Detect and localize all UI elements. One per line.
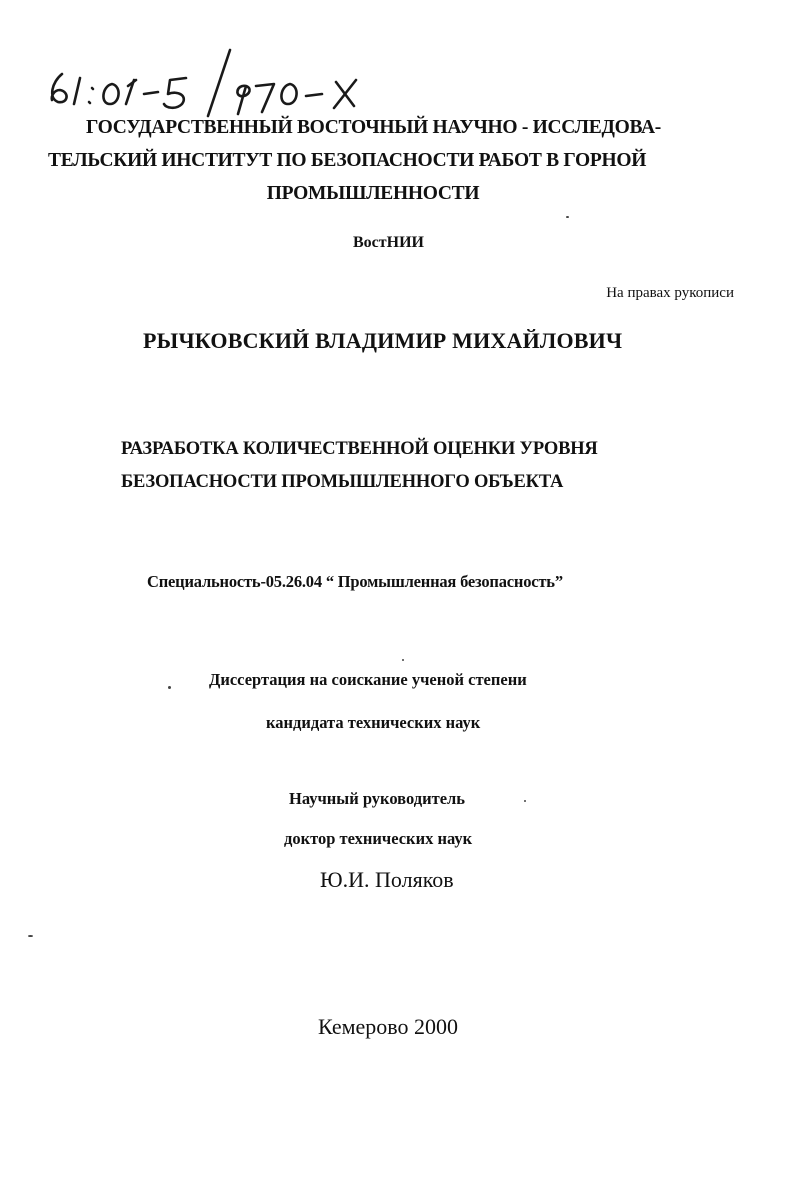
scan-speck bbox=[524, 800, 526, 802]
supervisor-name: Ю.И. Поляков bbox=[320, 867, 454, 892]
supervisor-label: Научный руководитель bbox=[289, 789, 465, 808]
specialty: Специальность-05.26.04 “ Промышленная безопасность” bbox=[147, 572, 563, 591]
manuscript-note: На правах рукописи bbox=[606, 285, 734, 301]
city-year: Кемерово 2000 bbox=[318, 1014, 459, 1039]
institution-line-3: ПРОМЫШЛЕННОСТИ bbox=[266, 183, 480, 204]
institution-abbreviation: ВостНИИ bbox=[353, 234, 424, 251]
thesis-title-line-1: РАЗРАБОТКА КОЛИЧЕСТВЕННОЙ ОЦЕНКИ УРОВНЯ bbox=[121, 439, 598, 459]
scan-speck bbox=[402, 659, 404, 661]
institution-line-2: ТЕЛЬСКИЙ ИНСТИТУТ ПО БЕЗОПАСНОСТИ РАБОТ В ГОРНОЙ bbox=[48, 150, 647, 171]
scan-speck bbox=[168, 686, 171, 689]
thesis-title-line-2: БЕЗОПАСНОСТИ ПРОМЫШЛЕННОГО ОБЪЕКТА bbox=[121, 472, 564, 492]
handwritten-archive-code bbox=[40, 42, 380, 118]
institution-line-1: ГОСУДАРСТВЕННЫЙ ВОСТОЧНЫЙ НАУЧНО - ИССЛЕДОВА- bbox=[86, 117, 661, 138]
author-name: РЫЧКОВСКИЙ ВЛАДИМИР МИХАЙЛОВИЧ bbox=[143, 328, 623, 353]
dissertation-line-2: кандидата технических наук bbox=[266, 713, 481, 732]
supervisor-degree: доктор технических наук bbox=[284, 829, 473, 848]
scan-speck bbox=[566, 216, 569, 218]
dissertation-line-1: Диссертация на соискание ученой степени bbox=[209, 670, 527, 689]
scan-speck bbox=[28, 935, 33, 937]
